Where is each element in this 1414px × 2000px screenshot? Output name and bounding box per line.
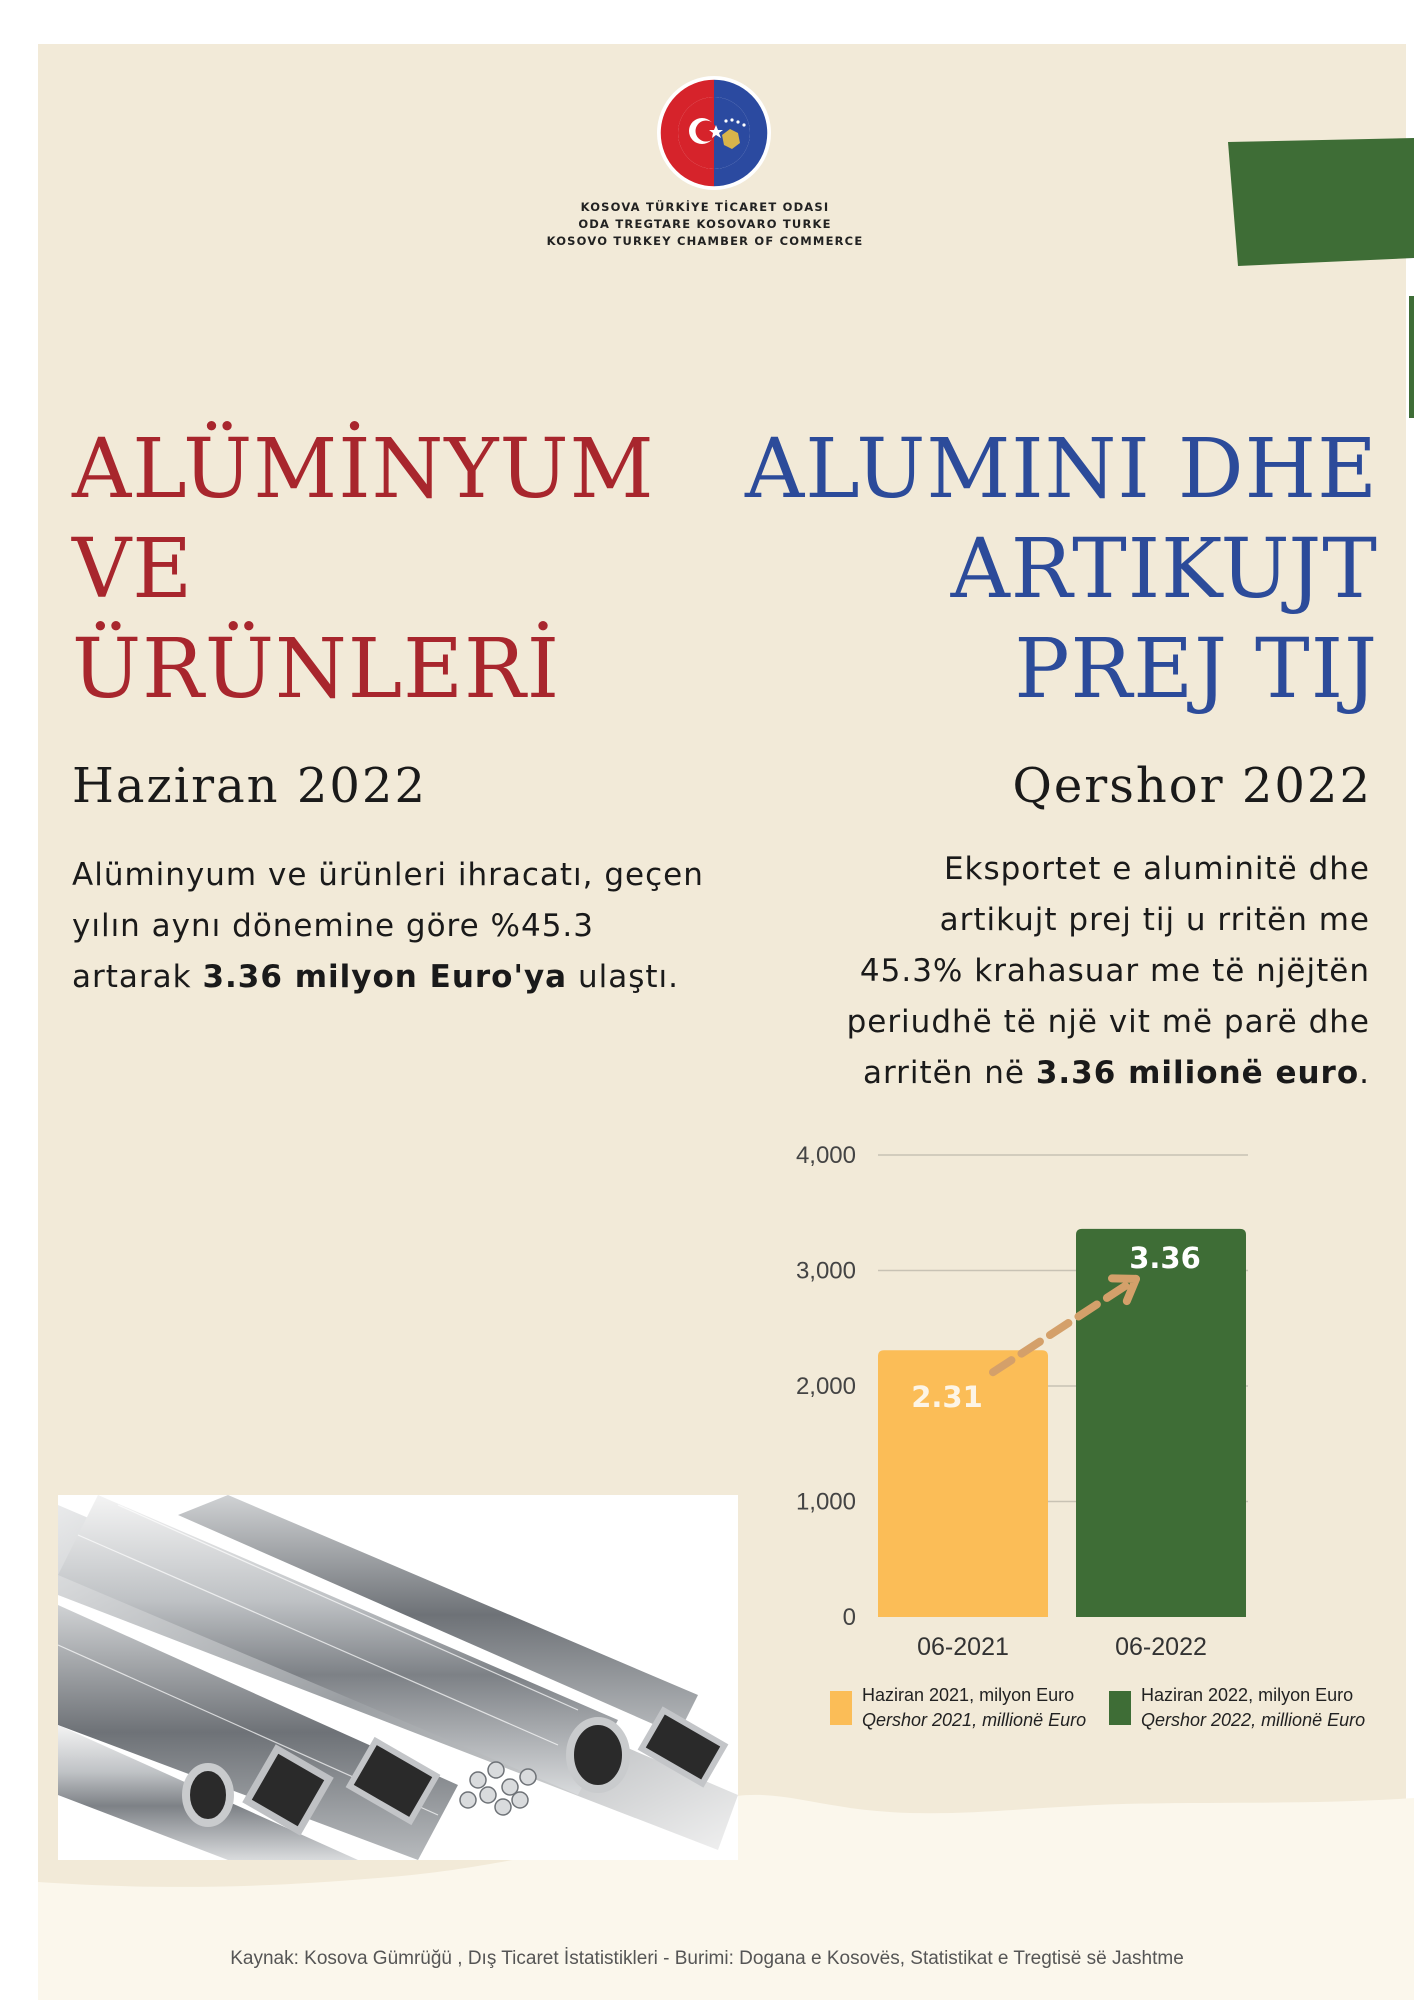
period-turkish: Haziran 2022 [72, 758, 428, 814]
title-tr-line-3: ÜRÜNLERİ [72, 622, 561, 717]
data-label-06-2021: 2.31 [911, 1380, 983, 1415]
y-tick-label: 3,000 [795, 1257, 856, 1285]
title-tr-line-1: ALÜMİNYUM [72, 422, 655, 517]
y-tick-label: 1,000 [795, 1488, 856, 1516]
y-tick-label: 0 [842, 1604, 856, 1631]
y-tick-label: 2,000 [795, 1373, 856, 1400]
description-al-line: Eksportet e aluminitë dhe [943, 851, 1370, 887]
period-albanian: Qershor 2022 [1012, 758, 1372, 814]
description-al-line: artikujt prej tij u rritën me [939, 902, 1370, 938]
description-al-text: . [1359, 1055, 1370, 1091]
x-category-label: 06-2021 [917, 1633, 1009, 1661]
legend-label-2021: Haziran 2021, milyon Euro [862, 1685, 1075, 1705]
decorative-green-block [1228, 138, 1414, 268]
title-al-line-1: ALUMINI DHE [745, 422, 1378, 517]
description-al-line [770, 1048, 1370, 1099]
x-category-label: 06-2022 [1115, 1633, 1207, 1661]
description-tr-text: ulaştı. [567, 959, 679, 995]
data-label-06-2022: 3.36 [1129, 1240, 1201, 1275]
description-albanian [770, 844, 1370, 1099]
bar-06-2022 [1076, 1229, 1246, 1617]
legend-swatch-2021 [830, 1691, 852, 1725]
title-al-line-3: PREJ TIJ [1014, 622, 1378, 717]
org-name-al: ODA TREGTARE KOSOVARO TURKE [578, 217, 832, 231]
description-tr-line [72, 952, 752, 1003]
legend-label-2021-al: Qershor 2021, millionë Euro [862, 1710, 1087, 1730]
org-name-en: KOSOVO TURKEY CHAMBER OF COMMERCE [546, 234, 864, 248]
legend-label-2022-al: Qershor 2022, millionë Euro [1141, 1710, 1366, 1730]
description-turkish [72, 850, 752, 1003]
legend-swatch-2022 [1109, 1691, 1131, 1725]
title-tr-line-2: VE [72, 522, 194, 617]
export-bar-chart [760, 1130, 1280, 1670]
org-name-tr: KOSOVA TÜRKİYE TİCARET ODASI [580, 200, 830, 214]
description-al-text: arritën në [862, 1055, 1036, 1091]
decorative-green-edge [1409, 296, 1414, 418]
title-al-line-2: ARTIKUJT [950, 522, 1378, 617]
title-albanian [658, 420, 1378, 720]
description-tr-text: artarak [72, 959, 203, 995]
legend-label-2022: Haziran 2022, milyon Euro [1141, 1685, 1354, 1705]
description-tr-line: yılın aynı dönemine göre %45.3 [72, 908, 595, 944]
y-tick-label: 4,000 [795, 1142, 856, 1169]
description-al-line: periudhë të një vit më parë dhe [846, 1004, 1370, 1040]
aluminum-pipes-image [58, 1495, 738, 1860]
chamber-seal-icon [656, 75, 772, 191]
description-al-highlight: 3.36 milionë euro [1035, 1055, 1360, 1091]
description-al-line: 45.3% krahasuar me të njëjtën [859, 953, 1370, 989]
source-footnote: Kaynak: Kosova Gümrüğü , Dış Ticaret İstatistikleri - Burimi: Dogana e Kosovës, Statistikat e Tregtisë së Jashtme [230, 1948, 1184, 1969]
description-tr-line: Alüminyum ve ürünleri ihracatı, geçen [72, 857, 704, 893]
title-turkish [72, 420, 712, 720]
description-tr-highlight: 3.36 milyon Euro'ya [202, 959, 568, 995]
